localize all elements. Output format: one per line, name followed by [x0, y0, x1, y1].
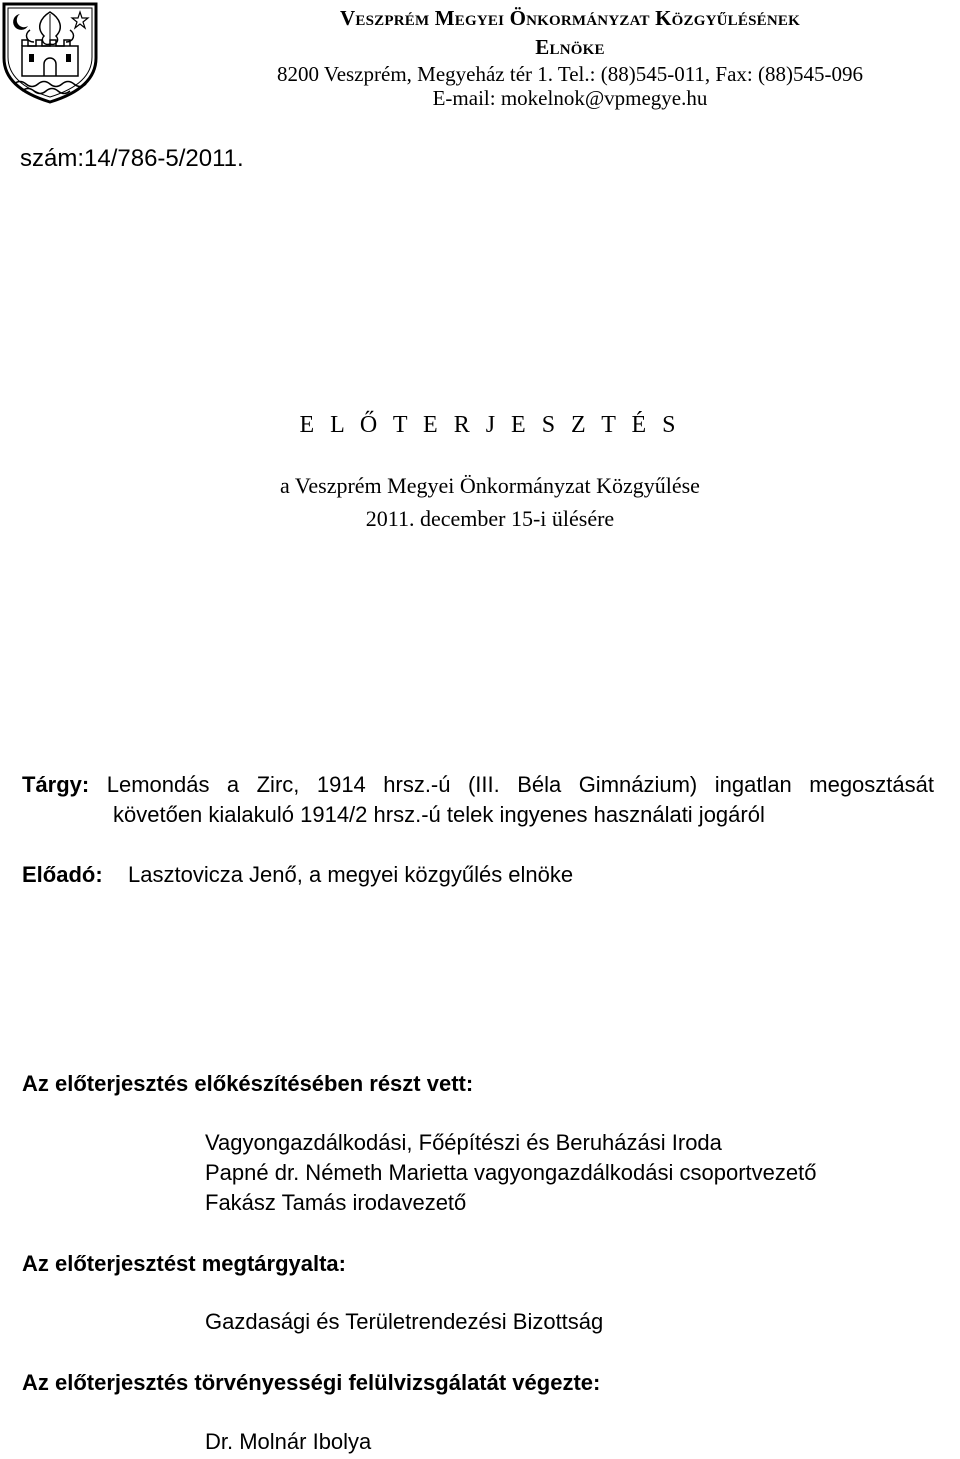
subject-label: Tárgy: — [22, 772, 90, 797]
preparation-line-3: Fakász Tamás irodavezető — [205, 1190, 467, 1215]
discussed-label: Az előterjesztést megtárgyalta: — [22, 1251, 346, 1276]
document-subtitle-line-1: a Veszprém Megyei Önkormányzat Közgyűlése — [280, 473, 700, 498]
subject-block — [22, 770, 934, 800]
office-address: 8200 Veszprém, Megyeház tér 1. Tel.: (88)545-011, Fax: (88)545-096 — [276, 62, 863, 86]
document-title: E L Ő T E R J E S Z T É S — [299, 412, 681, 438]
county-coat-of-arms-icon — [0, 0, 100, 104]
presenter-value: Lasztovicza Jenő, a megyei közgyűlés elnöke — [128, 862, 574, 887]
subject-line-2: követően kialakuló 1914/2 hrsz.-ú telek ingyenes használati jogáról — [113, 802, 765, 827]
office-name-line-1: Veszprém Megyei Önkormányzat Közgyűlésének — [340, 6, 800, 30]
reference-number: szám:14/786-5/2011. — [20, 145, 244, 172]
subject-line-1: Lemondás a Zirc, 1914 hrsz.-ú (III. Béla Gimnázium) ingatlan megosztását — [106, 772, 934, 797]
preparation-label: Az előterjesztés előkészítésében részt vett: — [22, 1071, 474, 1096]
preparation-line-1: Vagyongazdálkodási, Főépítészi és Beruházási Iroda — [205, 1130, 722, 1155]
office-name — [240, 4, 900, 62]
legality-label: Az előterjesztés törvényességi felülvizsgálatát végezte: — [22, 1370, 601, 1395]
office-name-line-2: Elnöke — [535, 35, 605, 59]
document-subtitle-line-2: 2011. december 15-i ülésére — [365, 506, 615, 531]
legality-value: Dr. Molnár Ibolya — [205, 1429, 372, 1454]
preparation-line-2: Papné dr. Németh Marietta vagyongazdálkodási csoportvezető — [205, 1160, 817, 1185]
presenter-label: Előadó: — [22, 862, 103, 887]
office-email: E-mail: mokelnok@vpmegye.hu — [432, 86, 708, 110]
discussed-value: Gazdasági és Területrendezési Bizottság — [205, 1309, 604, 1334]
